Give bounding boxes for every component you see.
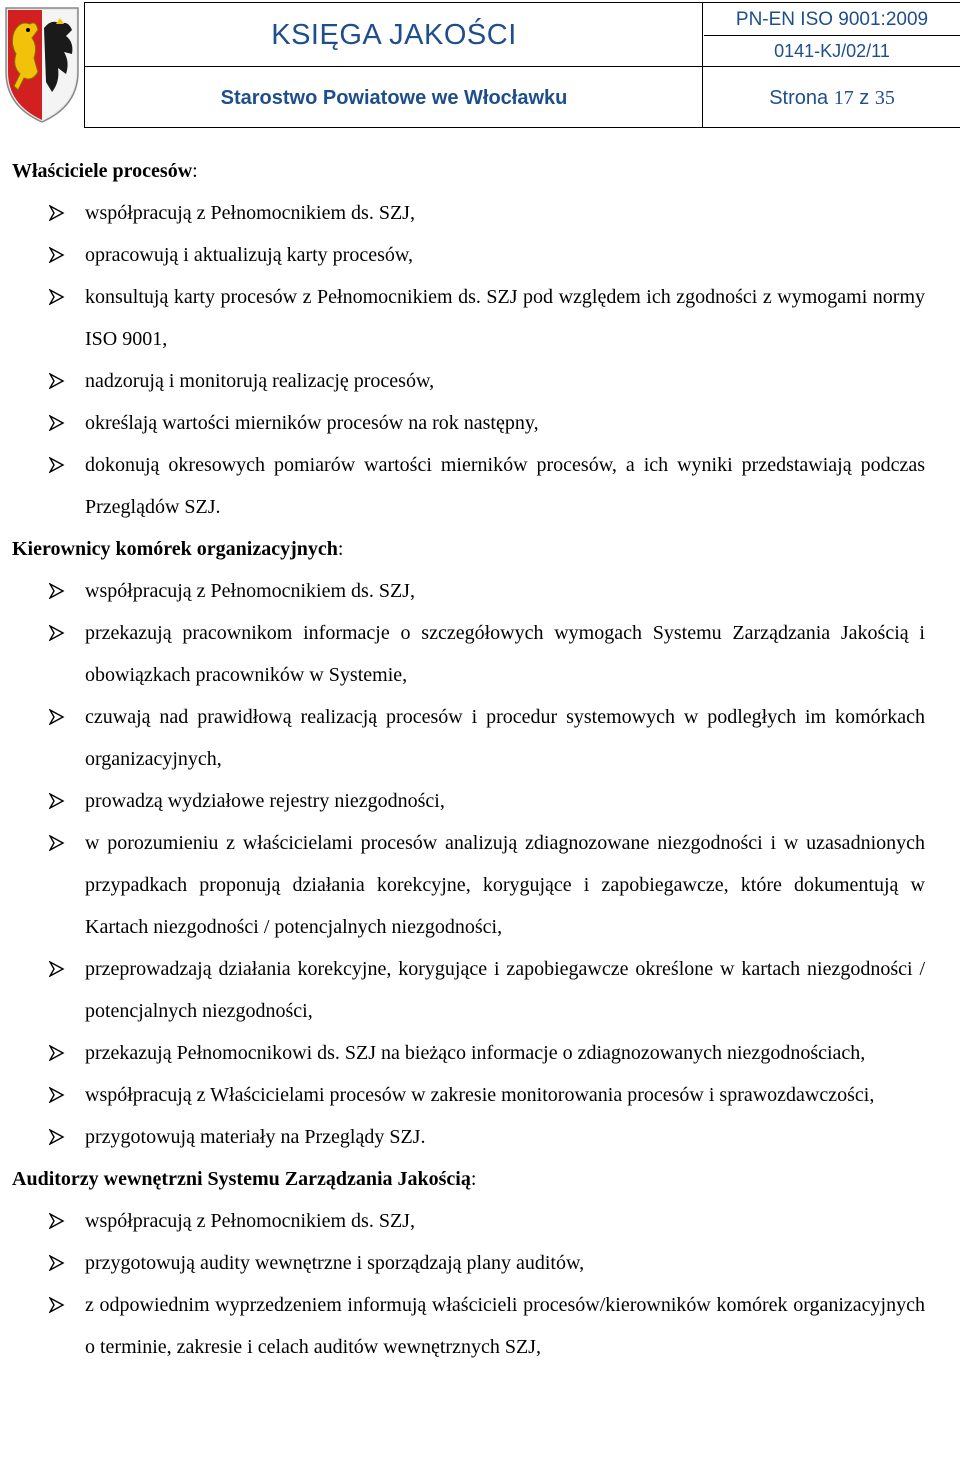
list-item bbox=[12, 780, 925, 822]
list-item bbox=[12, 444, 925, 528]
section-heading: Właściciele procesów: bbox=[12, 160, 198, 182]
list-item bbox=[12, 1032, 925, 1074]
list-item bbox=[12, 1200, 925, 1242]
arrow-bullet-icon bbox=[49, 793, 65, 809]
page-total: 35 bbox=[874, 87, 895, 109]
bullet-list bbox=[12, 192, 925, 528]
document-title: KSIĘGA JAKOŚCI bbox=[271, 19, 517, 51]
arrow-bullet-icon bbox=[49, 457, 65, 473]
arrow-bullet-icon bbox=[49, 625, 65, 641]
list-item bbox=[12, 402, 925, 444]
section-heading-text: Właściciele procesów bbox=[12, 160, 193, 182]
section-heading: Kierownicy komórek organizacyjnych: bbox=[12, 538, 344, 560]
list-item bbox=[12, 1116, 925, 1158]
section-heading: Auditorzy wewnętrzni Systemu Zarządzania Jakością: bbox=[12, 1168, 477, 1190]
list-item-text: przekazują Pełnomocnikowi ds. SZJ na bieżąco informacje o zdiagnozowanych niezgodnościach, bbox=[85, 1042, 866, 1064]
document-number: 0141-KJ/02/11 bbox=[774, 41, 890, 61]
list-item bbox=[12, 1242, 925, 1284]
list-item bbox=[12, 696, 925, 780]
list-item-text: współpracują z Pełnomocnikiem ds. SZJ, bbox=[85, 1210, 415, 1232]
list-item bbox=[12, 1074, 925, 1116]
list-item bbox=[12, 192, 925, 234]
list-item bbox=[12, 1284, 925, 1368]
arrow-bullet-icon bbox=[49, 1297, 65, 1313]
bullet-list bbox=[12, 1200, 925, 1368]
arrow-bullet-icon bbox=[49, 709, 65, 725]
list-item bbox=[12, 948, 925, 1032]
list-item-text: przygotowują audity wewnętrzne i sporządzają plany auditów, bbox=[85, 1252, 585, 1274]
arrow-bullet-icon bbox=[49, 961, 65, 977]
bullet-list bbox=[12, 570, 925, 1158]
arrow-bullet-icon bbox=[49, 373, 65, 389]
standard-number: PN-EN ISO 9001:2009 bbox=[735, 9, 929, 30]
list-item-text: dokonują okresowych pomiarów wartości mierników procesów, a ich wyniki przedstawiają podczas Przeglądów SZJ. bbox=[85, 454, 925, 518]
page-separator: z bbox=[859, 87, 870, 109]
list-item bbox=[12, 360, 925, 402]
list-item-text: współpracują z Właścicielami procesów w zakresie monitorowania procesów i sprawozdawczości, bbox=[85, 1084, 875, 1106]
coat-of-arms-icon bbox=[2, 2, 82, 126]
arrow-bullet-icon bbox=[49, 583, 65, 599]
arrow-bullet-icon bbox=[49, 415, 65, 431]
list-item-text: opracowują i aktualizują karty procesów, bbox=[85, 244, 414, 266]
list-item-text: przeprowadzają działania korekcyjne, korygujące i zapobiegawcze określone w kartach niezgodności / potencjalnych niezgodności, bbox=[85, 958, 925, 1022]
arrow-bullet-icon bbox=[49, 1129, 65, 1145]
arrow-bullet-icon bbox=[49, 205, 65, 221]
document-header bbox=[0, 0, 960, 128]
section-heading-text: Kierownicy komórek organizacyjnych bbox=[12, 538, 338, 560]
list-item bbox=[12, 612, 925, 696]
list-item-text: prowadzą wydziałowe rejestry niezgodności, bbox=[85, 790, 445, 812]
page-indicator bbox=[704, 68, 960, 128]
list-item bbox=[12, 822, 925, 948]
coat-of-arms-logo bbox=[0, 0, 84, 128]
document-body bbox=[12, 150, 925, 1368]
list-item-text: konsultują karty procesów z Pełnomocnikiem ds. SZJ pod względem ich zgodności z wymogami normy ISO 9001, bbox=[85, 286, 925, 350]
arrow-bullet-icon bbox=[49, 1087, 65, 1103]
list-item-text: nadzorują i monitorują realizację procesów, bbox=[85, 370, 435, 392]
list-item bbox=[12, 276, 925, 360]
arrow-bullet-icon bbox=[49, 1213, 65, 1229]
list-item bbox=[12, 234, 925, 276]
list-item-text: współpracują z Pełnomocnikiem ds. SZJ, bbox=[85, 202, 415, 224]
arrow-bullet-icon bbox=[49, 1045, 65, 1061]
arrow-bullet-icon bbox=[49, 247, 65, 263]
list-item-text: określają wartości mierników procesów na rok następny, bbox=[85, 412, 539, 434]
arrow-bullet-icon bbox=[49, 1255, 65, 1271]
section-heading-text: Auditorzy wewnętrzni Systemu Zarządzania Jakością bbox=[12, 1168, 471, 1190]
list-item-text: czuwają nad prawidłową realizacją procesów i procedur systemowych w podległych im komórkach organizacyjnych, bbox=[85, 706, 925, 770]
page-current: 17 bbox=[833, 87, 854, 109]
list-item-text: z odpowiednim wyprzedzeniem informują właścicieli procesów/kierowników komórek organizacyjnych o terminie, zakresie i celach auditów wewnętrznych SZJ, bbox=[85, 1294, 925, 1358]
arrow-bullet-icon bbox=[49, 289, 65, 305]
arrow-bullet-icon bbox=[49, 835, 65, 851]
list-item bbox=[12, 570, 925, 612]
list-item-text: przekazują pracownikom informacje o szczegółowych wymogach Systemu Zarządzania Jakością i obowiązkach pracowników w Systemie, bbox=[85, 622, 925, 686]
page-label: Strona bbox=[769, 87, 829, 109]
list-item-text: w porozumieniu z właścicielami procesów analizują zdiagnozowane niezgodności i w uzasadnionych przypadkach proponują działania korekcyjne, korygujące i zapobiegawcze, które dokumentują w Kartach niezgodności / potencjalnych niezgodności, bbox=[85, 832, 925, 938]
list-item-text: współpracują z Pełnomocnikiem ds. SZJ, bbox=[85, 580, 415, 602]
list-item-text: przygotowują materiały na Przeglądy SZJ. bbox=[85, 1126, 426, 1148]
organization-name: Starostwo Powiatowe we Włocławku bbox=[220, 87, 568, 109]
